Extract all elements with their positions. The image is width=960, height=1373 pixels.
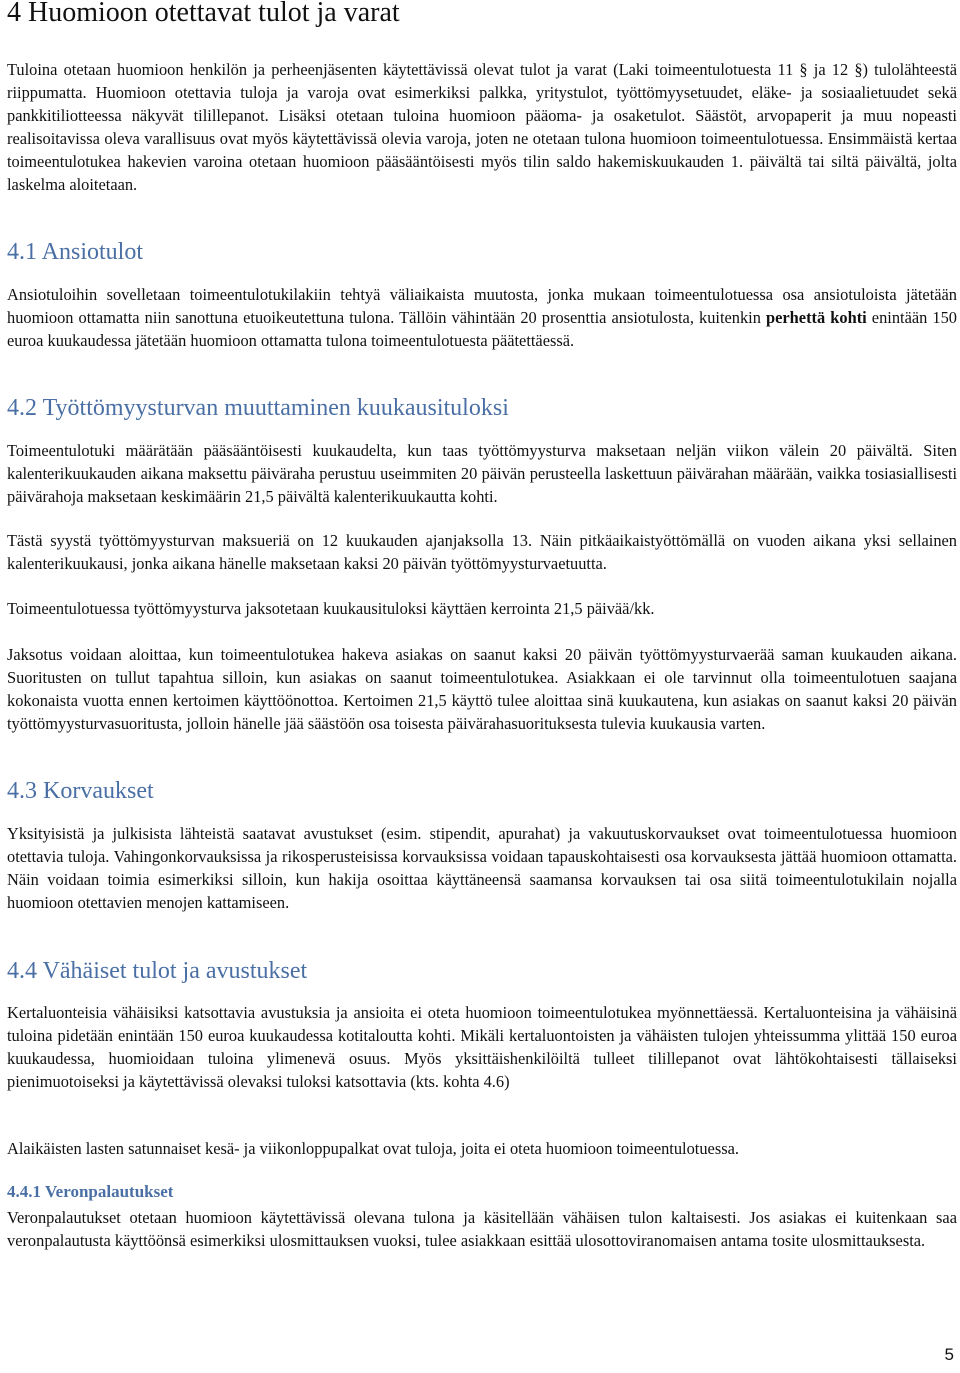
page-number: 5 (944, 1345, 954, 1364)
section-number: 4. (7, 239, 25, 265)
section-4-2-paragraph-3: Toimeentulotuessa työttömyysturva jaksotetaan kuukausituloksi käyttäen kerrointa 21,5 päivää/kk. (7, 599, 655, 618)
text-run: Ansiotuloihin sovelletaan toimeentulotukilakiin tehtyä väliaikaista muutosta, jonka mukaan toimeentulotuessa osa ansiotuloista jätetään huomioon ottamatta niin sanottuna etuoikeutettuna tulona. Tällöin vähintään 20 prosenttia ansiotulosta, kuitenkin (7, 285, 957, 327)
section-title: Ansiotulot (37, 239, 144, 265)
emphasis-text: perhettä kohti (766, 308, 867, 327)
section-number-sub: 2 (25, 395, 37, 421)
section-4-2-paragraph-2: Tästä syystä työttömyysturvan maksueriä on 12 kuukauden ajanjaksolla 13. Näin pitkäaikaistyöttömällä on vuoden aikana yksi sellainen kalenterikuukausi, jonka aikana hänelle maksetaan kaksi 20 päivän työttömyysturvaetuutta. (7, 531, 957, 573)
section-title: Korvaukset (37, 778, 154, 804)
section-4-1-paragraph (7, 283, 957, 352)
text-run: enintään 150 euroa kuukaudessa jätetään huomioon ottamatta tulona toimeentulotuesta päätettäessä. (7, 308, 957, 350)
section-4-2-heading (7, 395, 509, 422)
section-number: 4.3 (7, 778, 37, 804)
section-number: 4. (7, 395, 25, 421)
section-4-4-heading (7, 958, 307, 985)
section-title: Vähäiset tulot ja avustukset (37, 958, 308, 984)
section-number-sub: 1 (25, 239, 37, 265)
section-title: Työttömyysturvan muuttaminen kuukausituloksi (37, 395, 509, 421)
section-4-4-1-heading: 4.4.1 Veronpalautukset (7, 1182, 174, 1201)
section-number: 4.4 (7, 958, 37, 984)
intro-paragraph: Tuloina otetaan huomioon henkilön ja perheenjäsenten käytettävissä olevat tulot ja varat (Laki toimeentulotuesta 11 § ja 12 §) tulolähteestä riippumatta. Huomioon otettavia tuloja ja varoja ovat esimerkiksi palkka, yritystulot, työttömyysetuudet, eläke- ja sosiaalietuudet sekä pankkitiliotteessa näkyvät tilillepanot. Lisäksi otetaan tuloina huomioon pääoma- ja osaketulot. Säästöt, arvopaperit ja muu nopeasti realisoitavissa oleva varallisuus ovat myös käytettävissä olevia varoja, joten ne otetaan tulona huomioon toimeentulotuessa. Ensimmäistä kertaa toimeentulotukea hakevien varoina otetaan huomioon pääsääntöisesti myös tilin saldo hakemiskuukauden 1. päivältä tai siltä päivältä, jolta laskelma aloitetaan. (7, 60, 957, 194)
section-4-4-1-paragraph: Veronpalautukset otetaan huomioon käytettävissä olevana tulona ja käsitellään vähäisen tulon kaltaisesti. Jos asiakas ei kuitenkaan saa veronpalautusta käyttöönsä esimerkiksi ulosmittauksen vuoksi, tulee asiakkaan esittää ulosottoviranomaisen antama tosite ulosmittauksesta. (7, 1208, 957, 1250)
section-4-3-heading (7, 778, 154, 805)
section-4-4-paragraph-1: Kertaluonteisia vähäisiksi katsottavia avustuksia ja ansioita ei oteta huomioon toimeentulotukea myönnettäessä. Kertaluonteisina ja vähäisinä tuloina pidetään enintään 150 euroa kuukaudessa kotitaloutta kohti. Mikäli kertaluontoisten ja vähäisten tulojen yhteissumma ylittää 150 euroa kuukaudessa, huomioidaan tuloina ylimenevä osuus. Myös yksittäishenkilöiltä tulleet tilillepanot ovat lähtökohtaisesti tällaiseksi pienimuotoiseksi ja käytettävissä olevaksi tuloksi katsottavia (kts. kohta 4.6) (7, 1003, 957, 1091)
section-4-2-paragraph-4: Jaksotus voidaan aloittaa, kun toimeentulotukea hakeva asiakas on saanut kaksi 20 päivän työttömyysturvaerää saman kuukauden aikana. Suoritusten on tullut tapahtua silloin, kun asiakas on saanut toimeentulotukea. Asiakkaan ei ole tarvinnut olla toimeentulotuen saajana kokonaista vuotta ennen kertoimen käyttöönottoa. Kertoimen 21,5 käyttö tulee aloittaa sinä kuukautena, kun asiakas on saanut kaksi 20 päivän työttömyysturvasuoritusta, jolloin hänelle jää säästöön osa toisesta päivärahasuorituksesta tulevia kuukausia varten. (7, 645, 957, 733)
page-heading: 4 Huomioon otettavat tulot ja varat (7, 0, 400, 28)
section-4-4-paragraph-2: Alaikäisten lasten satunnaiset kesä- ja viikonloppupalkat ovat tuloja, joita ei oteta huomioon toimeentulotuessa. (7, 1139, 739, 1158)
section-4-1-heading (7, 239, 143, 266)
section-4-3-paragraph: Yksityisistä ja julkisista lähteistä saatavat avustukset (esim. stipendit, apurahat) ja vakuutuskorvaukset ovat toimeentulotuessa huomioon otettavia tuloja. Vahingonkorvauksissa ja rikosperusteisissa korvauksissa voidaan tapauskohtaisesti osa korvauksesta jättää huomioon ottamatta. Näin voidaan toimia esimerkiksi silloin, kun hakija osoittaa käyttäneensä saamansa korvauksen tai osa siitä toimeentulotukilain nojalla huomioon otettavien menojen kattamiseen. (7, 824, 957, 912)
section-4-2-paragraph-1: Toimeentulotuki määrätään pääsääntöisesti kuukaudelta, kun taas työttömyysturva maksetaan neljän viikon välein 20 päivältä. Siten kalenterikuukauden aikana maksettu päiväraha perustuu useimmiten 20 päivän perusteella laskettuun päivärahan määrään, vaikka tosiasiallisesti päivärahoja maksetaan keskimäärin 21,5 päivältä kalenterikuukautta kohti. (7, 441, 957, 506)
